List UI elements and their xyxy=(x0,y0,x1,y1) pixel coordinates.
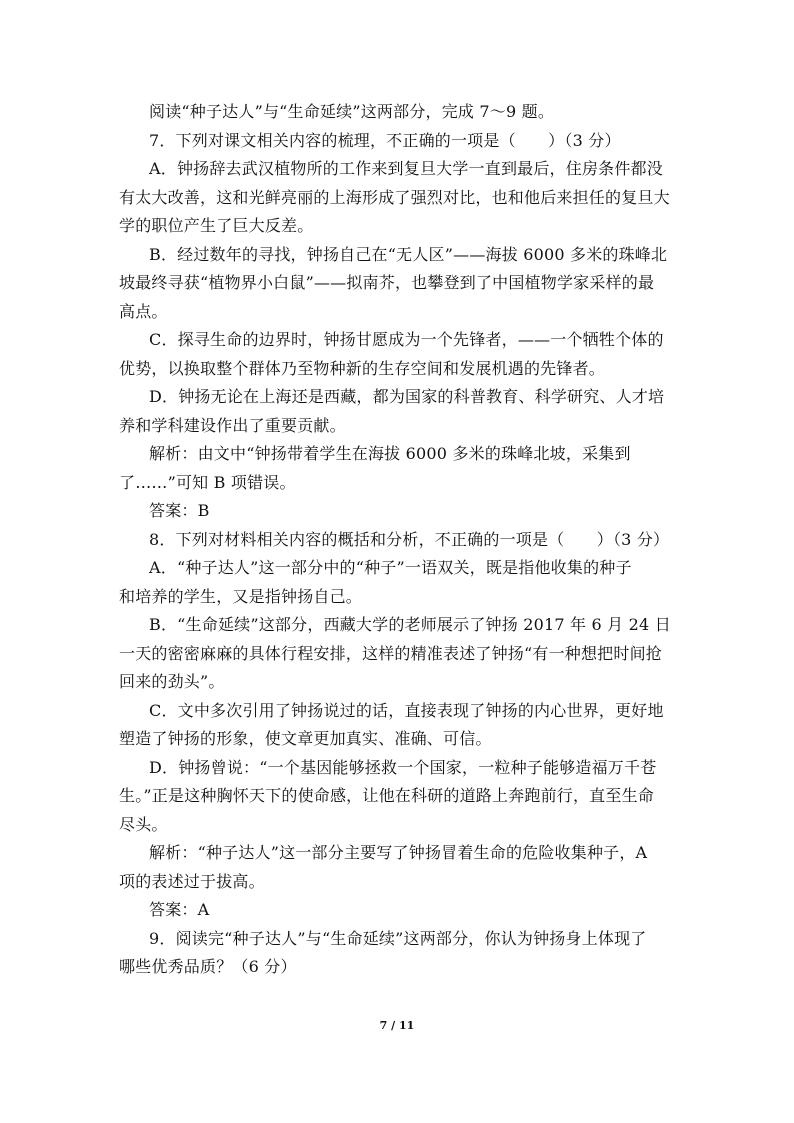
text-line: D．钟扬无论在上海还是西藏，都为国家的科普教育、科学研究、人才培 xyxy=(149,387,665,406)
text-line: 学的职位产生了巨大反差。 xyxy=(119,216,314,235)
text-line: 答案：B xyxy=(149,501,210,520)
text-line: B．“生命延续”这部分，西藏大学的老师展示了钟扬 2017 年 6 月 24 日 xyxy=(149,615,671,634)
text-line: 养和学科建设作出了重要贡献。 xyxy=(119,415,346,435)
text-line: 了……”可知 B 项错误。 xyxy=(119,472,296,492)
text-line: D．钟扬曾说：“一个基因能够拯救一个国家，一粒种子能够造福万千苍 xyxy=(149,757,657,777)
text-line: C．探寻生命的边界时，钟扬甘愿成为一个先锋者，——一个牺牲个体的 xyxy=(149,330,664,349)
text-line: 哪些优秀品质？（6 分） xyxy=(119,957,297,976)
text-line: 答案：A xyxy=(149,900,210,919)
text-line: 塑造了钟扬的形象，使文章更加真实、准确、可信。 xyxy=(119,729,492,748)
text-line: 一天的密密麻麻的具体行程安排，这样的精准表述了钟扬“有一种想把时间抢 xyxy=(119,643,662,663)
text-line: 7．下列对课文相关内容的梳理，不正确的一项是（ ）（3 分） xyxy=(149,130,621,150)
text-line: 解析：由文中“钟扬带着学生在海拔 6000 多米的珠峰北坡，采集到 xyxy=(149,444,631,463)
text-line: A．“种子达人”这一部分中的“种子”一语双关，既是指他收集的种子 xyxy=(149,558,632,577)
text-line: 高点。 xyxy=(119,301,168,321)
text-line: 9．阅读完“种子达人”与“生命延续”这两部分，你认为钟扬身上体现了 xyxy=(149,928,647,948)
text-line: 生。”正是这种胸怀天下的使命感，让他在科研的道路上奔跑前行，直至生命 xyxy=(119,786,654,805)
page-number: 7 / 11 xyxy=(379,1019,415,1032)
text-line: C．文中多次引用了钟扬说过的话，直接表现了钟扬的内心世界，更好地 xyxy=(149,700,664,720)
text-line: B．经过数年的寻找，钟扬自己在“无人区”——海拔 6000 多米的珠峰北 xyxy=(149,244,668,264)
text-line: 和培养的学生，又是指钟扬自己。 xyxy=(119,586,363,606)
document-body xyxy=(119,98,679,982)
text-line: 回来的劲头”。 xyxy=(119,672,225,691)
text-line: 8．下列对材料相关内容的概括和分析，不正确的一项是（ ）（3 分） xyxy=(149,529,670,549)
text-line: 阅读“种子达人”与“生命延续”这两部分，完成 7～9 题。 xyxy=(149,102,555,121)
text-line: 有太大改善，这和光鲜亮丽的上海形成了强烈对比，也和他后来担任的复旦大 xyxy=(119,187,670,207)
text-line: A．钟扬辞去武汉植物所的工作来到复旦大学一直到最后，住房条件都没 xyxy=(149,159,663,178)
text-line: 解析：“种子达人”这一部分主要写了钟扬冒着生命的危险收集种子，A xyxy=(149,843,648,862)
text-line: 坡最终寻获“植物界小白鼠”——拟南芥，也攀登到了中国植物学家采样的最 xyxy=(119,273,655,292)
text-line: 尽头。 xyxy=(119,814,168,834)
text-line: 项的表述过于拔高。 xyxy=(119,871,265,891)
text-line: 优势，以换取整个群体乃至物种新的生存空间和发展机遇的先锋者。 xyxy=(119,358,606,378)
